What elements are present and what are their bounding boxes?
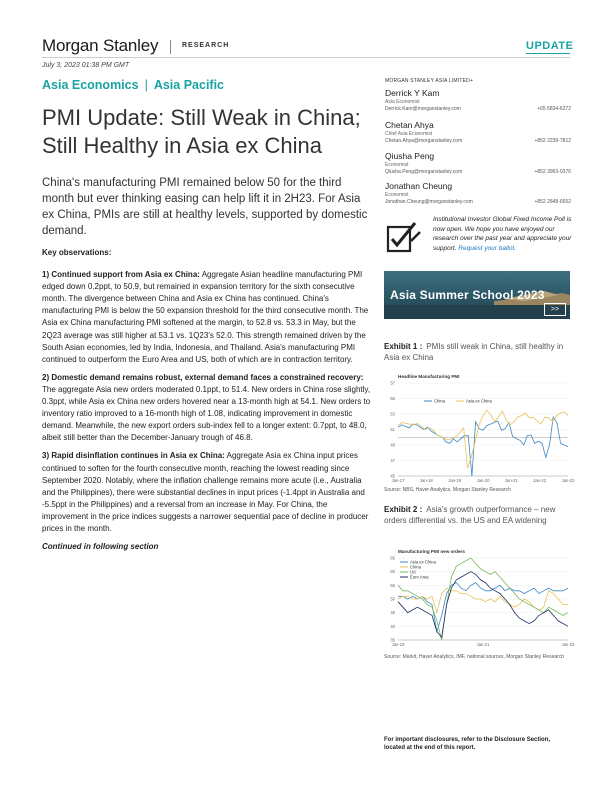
y-tick-label: 47 xyxy=(390,458,395,463)
x-tick-label: Jan-19 xyxy=(448,478,462,483)
paragraph-3 xyxy=(42,450,372,535)
report-body xyxy=(42,247,372,559)
analyst-role: Economist xyxy=(385,162,409,168)
analyst-contact xyxy=(385,169,571,175)
series-line-asia-ex-china xyxy=(398,583,568,632)
y-tick-label: 53 xyxy=(390,411,395,417)
y-tick-label: 57 xyxy=(390,380,395,386)
section-label: RESEARCH xyxy=(182,42,230,49)
paragraph-2 xyxy=(42,372,372,445)
x-tick-label: Jan-19 xyxy=(391,642,405,647)
y-tick-label: 65 xyxy=(390,555,395,561)
analyst-card xyxy=(385,151,571,175)
x-tick-label: Jan-22 xyxy=(533,478,547,483)
y-tick-label: 45 xyxy=(390,610,395,616)
x-tick-label: Jan-21 xyxy=(476,642,490,647)
update-underline xyxy=(526,53,570,54)
x-tick-label: Jan-23 xyxy=(561,478,575,483)
x-tick-label: Jan-17 xyxy=(391,478,405,483)
paragraph-1-text: Aggregate Asian headline manufacturing PMI edged down 0.2ppt, to 50.9, but remained in expansion territory for the sixth consecutive month. The divergence between China and Asia ex China has continued. China's manufacturing PMI is below the 50 expansion threshold for the third consecutive month. The Asia ex China manufacturing PMI softened at the margin, to 52.8 vs. 53.3 in May, but the 2Q23 average was still higher at 53.1 vs. 1Q23's 52.0. This strength remained driven by the South Asian economies, led by India, Indonesia, and Thailand. Asia's manufacturing PMI continued to outperform the Euro Area and US, both of which are in contraction territory. xyxy=(42,270,369,364)
analyst-email[interactable]: Derrick.Kam@morganstanley.com xyxy=(385,106,461,112)
legend-label: Asia ex China xyxy=(410,559,436,565)
analyst-contact xyxy=(385,138,571,144)
analyst-card xyxy=(385,120,571,144)
paragraph-3-text: Aggregate Asia ex China input prices continued to soften for the fourth consecutive month, reaching the lowest reading since September 2020. Notably, where the inflation challenge remains more acute (i.e., Australia and the Philippines), there were substantial declines in input prices (-1.4ppt in Australia and -5.5ppt in the Philippines) and a reversal from an increase in May. For China, the improvement in the price indices suggests a narrower sequential pace of decline in producer prices in the month. xyxy=(42,451,369,533)
y-tick-label: 60 xyxy=(390,569,395,575)
paragraph-2-heading: 2) Domestic demand remains robust, external demand faces a constrained recovery: xyxy=(42,372,364,382)
chart-title: Manufacturing PMI new orders xyxy=(398,549,465,554)
exhibit-2-source: Source: Markit, Haver Analytics, IMF, national sources, Morgan Stanley Research xyxy=(384,654,565,660)
tag-asia-pacific[interactable]: Asia Pacific xyxy=(153,78,225,92)
analyst-contact xyxy=(385,106,571,112)
tag-asia-economics[interactable]: Asia Economics xyxy=(42,78,139,92)
exhibit-1-chart xyxy=(370,371,575,484)
paragraph-1 xyxy=(42,269,372,366)
poll-notice xyxy=(385,215,571,270)
analyst-email[interactable]: Jonathan.Cheung@morganstanley.com xyxy=(385,199,473,205)
x-tick-label: Jan-20 xyxy=(476,478,490,483)
header-rule xyxy=(42,57,570,58)
exhibit-2-title xyxy=(384,504,570,526)
publish-date: July 3, 2023 01:38 PM GMT xyxy=(42,62,130,69)
brand-logo: Morgan Stanley xyxy=(42,36,159,55)
y-tick-label: 35 xyxy=(390,637,395,643)
ballot-check-icon xyxy=(385,219,423,257)
poll-text: Institutional Investor Global Fixed Income Poll is now open. We hope you have enjoyed our research over the past year and appreciate your support. Request your ballot. xyxy=(433,216,572,252)
y-tick-label: 51 xyxy=(390,427,395,432)
chart-title: Headline Manufacturing PMI xyxy=(398,374,460,379)
tag-separator: | xyxy=(144,78,148,92)
continued-note[interactable]: Continued in following section xyxy=(42,542,159,552)
x-tick-label: Jan-18 xyxy=(419,478,433,483)
series-line-china xyxy=(398,417,568,476)
analyst-role: Chief Asia Economist xyxy=(385,131,433,137)
topic-tags xyxy=(42,78,224,92)
exhibit-1-source: Source: NBS, Haver Analytics, Morgan Stanley Research xyxy=(384,487,511,493)
disclosure-footnote: For important disclosures, refer to the Disclosure Section, located at the end of this report. xyxy=(384,737,551,751)
exhibit-1-caption: PMIs still weak in China, still healthy in Asia ex China xyxy=(384,342,564,362)
paragraph-1-heading: 1) Continued support from Asia ex China: xyxy=(42,270,200,280)
y-tick-label: 55 xyxy=(390,396,395,401)
analyst-phone: +65 6834-6272 xyxy=(537,106,571,112)
analyst-contact xyxy=(385,199,571,205)
legend-label: US xyxy=(410,569,416,575)
analyst-role: Economist xyxy=(385,192,409,198)
legend-label: Euro Area xyxy=(410,574,429,580)
analyst-name: Derrick Y Kam xyxy=(385,88,440,98)
analyst-email[interactable]: Qiusha.Peng@morganstanley.com xyxy=(385,169,463,175)
analyst-phone: +852 2848-6652 xyxy=(534,199,571,205)
series-line-asia-ex-china xyxy=(398,410,568,468)
legend-label: Asia ex China xyxy=(466,398,492,404)
paragraph-2-text: The aggregate Asia new orders moderated 0.1ppt, to 51.4. New orders in China rose slightly, 0.3ppt, while Asia ex China new orders hovered near a 13-month high at 54.1. New orders to inventory ratio improved to a 16-month high of 1.08, indicating improvement in domestic demand. Meanwhile, the new export orders sub-index fell to a longer extent: 0.7ppt, to 48.0, albeit still better than the December-January trough of 46.8. xyxy=(42,384,371,443)
ballot-link[interactable]: Request your ballot. xyxy=(458,244,517,252)
x-tick-label: Jan-23 xyxy=(561,642,575,647)
analyst-phone: +852 2239-7812 xyxy=(534,138,571,144)
legend-label: China xyxy=(410,564,421,570)
analyst-phone: +852 3963-0376 xyxy=(534,169,571,175)
lead-paragraph: China's manufacturing PMI remained below 50 for the third month but ever thinking easing can help lift it in 2H23. For Asia ex China, PMIs are still at healthy levels, supported by domestic demand. xyxy=(42,177,368,237)
analyst-name: Jonathan Cheung xyxy=(385,181,453,191)
analyst-email[interactable]: Chetan.Ahya@morganstanley.com xyxy=(385,138,463,144)
analyst-name: Chetan Ahya xyxy=(385,120,434,130)
logo-divider xyxy=(170,40,171,54)
y-tick-label: 55 xyxy=(390,582,395,588)
exhibit-2-chart xyxy=(370,546,575,650)
paragraph-3-heading: 3) Rapid disinflation continues in Asia ex China: xyxy=(42,451,225,461)
analyst-role: Asia Economist xyxy=(385,99,420,105)
y-tick-label: 40 xyxy=(390,623,395,629)
banner-title: Asia Summer School 2023 xyxy=(390,288,545,302)
x-tick-label: Jun-21 xyxy=(504,478,518,483)
entity-label: MORGAN STANLEY ASIA LIMITED+ xyxy=(385,78,474,84)
summer-school-banner[interactable] xyxy=(384,271,570,319)
report-title: PMI Update: Still Weak in China; Still Healthy in Asia ex China xyxy=(42,105,361,158)
y-tick-label: 45 xyxy=(390,473,395,479)
exhibit-2-label: Exhibit 2 : xyxy=(384,505,423,514)
exhibit-2-caption: Asia's growth outperformance – new orders differential vs. the US and EA widening xyxy=(384,505,556,525)
legend-label: China xyxy=(434,398,445,404)
exhibit-1-title xyxy=(384,341,570,363)
update-label: UPDATE xyxy=(526,40,574,52)
series-line-euro-area xyxy=(398,569,568,638)
analyst-name: Qiusha Peng xyxy=(385,151,435,161)
banner-arrow-button[interactable]: >> xyxy=(544,303,566,316)
analyst-card xyxy=(385,88,571,112)
key-observations-heading: Key observations: xyxy=(42,248,112,257)
analyst-card xyxy=(385,181,571,205)
y-tick-label: 50 xyxy=(390,596,395,602)
y-tick-label: 49 xyxy=(390,442,395,448)
exhibit-1-label: Exhibit 1 : xyxy=(384,342,423,351)
